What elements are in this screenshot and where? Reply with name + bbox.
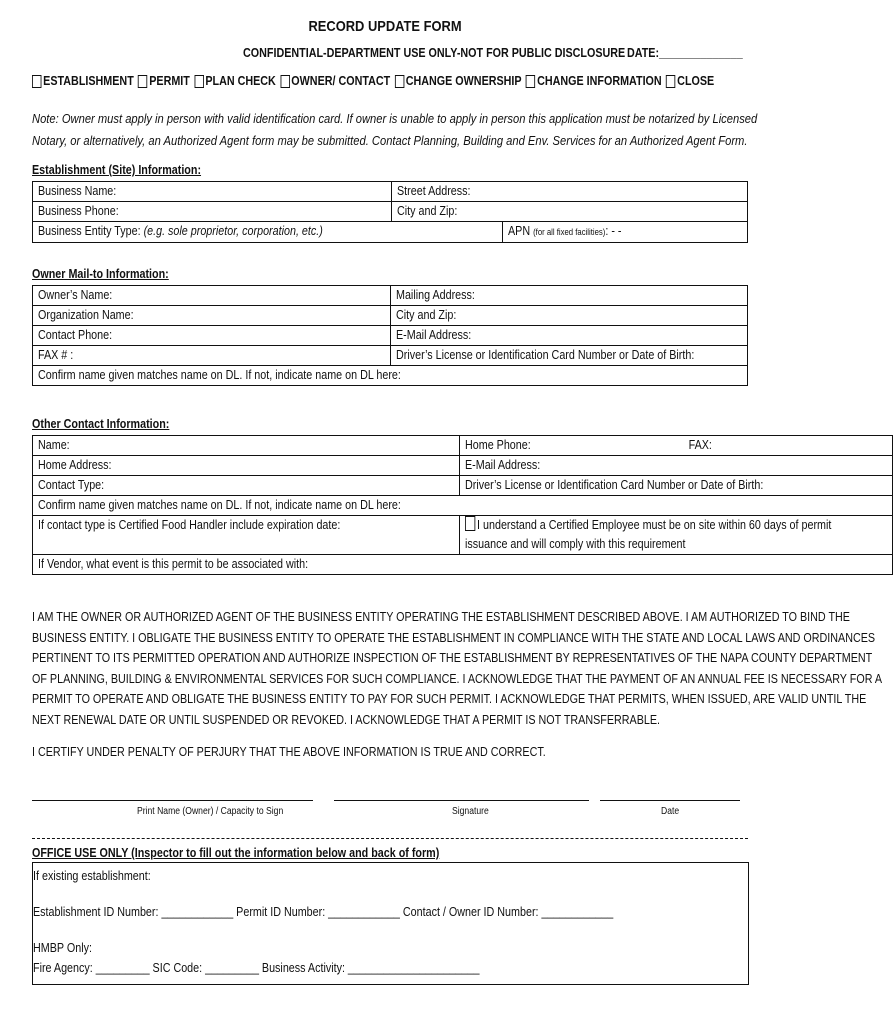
- site-city-zip-field[interactable]: City and Zip:: [391, 202, 747, 222]
- street-address-field[interactable]: Street Address:: [391, 182, 747, 202]
- apn-field[interactable]: APN (for all fixed facilities): - -: [503, 222, 748, 243]
- confidential-notice: CONFIDENTIAL-DEPARTMENT USE ONLY-NOT FOR PUBLIC DISCLOSURE: [243, 46, 626, 60]
- signature-line[interactable]: [334, 800, 589, 801]
- office-use-heading: OFFICE USE ONLY (Inspector to fill out the information below and back of form): [32, 846, 440, 860]
- existing-establishment-label: If existing establishment:: [33, 869, 151, 883]
- business-entity-type-field[interactable]: Business Entity Type: (e.g. sole proprietor, corporation, etc.): [33, 222, 503, 243]
- other-contact-heading: Other Contact Information:: [32, 417, 170, 431]
- print-name-line[interactable]: [32, 800, 313, 801]
- applicant-note: [32, 108, 763, 152]
- label-change-ownership: CHANGE OWNERSHIP: [405, 74, 522, 88]
- label-change-information: CHANGE INFORMATION: [537, 74, 662, 88]
- home-address-field[interactable]: Home Address:: [33, 456, 460, 476]
- checkbox-change-information[interactable]: [526, 75, 535, 88]
- food-handler-expiration-field[interactable]: If contact type is Certified Food Handler include expiration date:: [33, 516, 460, 555]
- checkbox-establishment[interactable]: [32, 75, 41, 88]
- establishment-table: [32, 181, 748, 243]
- id-numbers-fields[interactable]: Establishment ID Number: ____________ Permit ID Number: ____________ Contact / Owner ID Number: ____________: [33, 905, 614, 919]
- request-type-options: [32, 74, 714, 88]
- contact-type-field[interactable]: Contact Type:: [33, 476, 460, 496]
- owner-name-field[interactable]: Owner’s Name:: [33, 286, 391, 306]
- owner-dl-field[interactable]: Driver’s License or Identification Card Number or Date of Birth:: [391, 346, 748, 366]
- owner-heading: Owner Mail-to Information:: [32, 267, 169, 281]
- other-contact-table: [32, 435, 893, 575]
- cut-line-divider: [32, 838, 748, 839]
- label-close: CLOSE: [677, 74, 715, 88]
- note-line-2: Notary, or alternatively, an Authorized Agent form may be submitted. Contact Planning, Building and Env. Services for an Authorized Agent Form.: [32, 133, 748, 148]
- office-use-box: [32, 862, 749, 985]
- checkbox-plan-check[interactable]: [194, 75, 203, 88]
- establishment-heading: Establishment (Site) Information:: [32, 163, 202, 177]
- mailing-address-field[interactable]: Mailing Address:: [391, 286, 748, 306]
- checkbox-change-ownership[interactable]: [395, 75, 404, 88]
- date-label: Date: [661, 806, 680, 817]
- fire-sic-activity-fields[interactable]: Fire Agency: _________ SIC Code: _________ Business Activity: ______________________: [33, 961, 480, 975]
- form-title: RECORD UPDATE FORM: [308, 18, 462, 35]
- declaration-paragraph: I AM THE OWNER OR AUTHORIZED AGENT OF THE BUSINESS ENTITY OPERATING THE ESTABLISHMENT DESCRIBED ABOVE. I AM AUTHORIZED TO BIND THE BUSINESS ENTITY. I OBLIGATE THE BUSINESS ENTITY TO OPERATE THE ESTABLISHMENT IN COMPLIANCE WITH THE STATE AND LOCAL LAWS AND ORDINANCES PERTINENT TO ITS PERMITTED OPERATION AND AUTHORIZE INSPECTION OF THE ESTABLISHMENT BY REPRESENTATIVES OF THE NAPA COUNTY DEPARTMENT OF PLANNING, BUILDING & ENVIRONMENTAL SERVICES FOR SUCH COMPLIANCE. I ACKNOWLEDGE THAT THE PAYMENT OF AN ANNUAL FEE IS NECESSARY FOR A PERMIT TO OPERATE AND OBLIGATE THE BUSINESS ENTITY TO PAY FOR SUCH PERMIT. I ACKNOWLEDGE THAT PERMITS, WHEN ISSUED, ARE VALID UNTIL THE NEXT RENEWAL DATE OR UNTIL SUSPENDED OR REVOKED. I ACKNOWLEDGE THAT A PERMIT IS NOT TRANSFERRABLE.: [32, 610, 883, 727]
- print-name-label: Print Name (Owner) / Capacity to Sign: [137, 806, 284, 817]
- checkbox-permit[interactable]: [138, 75, 147, 88]
- label-permit: PERMIT: [149, 74, 190, 88]
- label-establishment: ESTABLISHMENT: [43, 74, 134, 88]
- date-field: DATE:______________: [627, 46, 743, 60]
- owner-email-field[interactable]: E-Mail Address:: [391, 326, 748, 346]
- signature-label: Signature: [452, 806, 489, 817]
- certified-employee-checkbox[interactable]: [465, 516, 475, 531]
- owner-fax-field[interactable]: FAX # :: [33, 346, 391, 366]
- certification-statement: I CERTIFY UNDER PENALTY OF PERJURY THAT THE ABOVE INFORMATION IS TRUE AND CORRECT.: [32, 745, 546, 759]
- owner-confirm-dl-field[interactable]: Confirm name given matches name on DL. If not, indicate name on DL here:: [33, 366, 748, 386]
- owner-table: [32, 285, 748, 386]
- certified-employee-acknowledgement[interactable]: I understand a Certified Employee must be on site within 60 days of permit issuance and will comply with this requirement: [460, 516, 892, 555]
- contact-dl-field[interactable]: Driver’s License or Identification Card Number or Date of Birth:: [460, 476, 892, 496]
- label-owner-contact: OWNER/ CONTACT: [291, 74, 391, 88]
- contact-confirm-dl-field[interactable]: Confirm name given matches name on DL. If not, indicate name on DL here:: [33, 496, 460, 516]
- checkbox-close[interactable]: [666, 75, 675, 88]
- label-plan-check: PLAN CHECK: [205, 74, 276, 88]
- contact-email-field[interactable]: E-Mail Address:: [460, 456, 892, 476]
- hmbp-label: HMBP Only:: [33, 941, 92, 955]
- vendor-event-field[interactable]: If Vendor, what event is this permit to be associated with:: [33, 555, 893, 575]
- home-phone-field[interactable]: Home Phone: FAX:: [460, 436, 892, 456]
- checkbox-owner-contact[interactable]: [280, 75, 289, 88]
- business-phone-field[interactable]: Business Phone:: [33, 202, 392, 222]
- note-line-1: Note: Owner must apply in person with valid identification card. If owner is unable to apply in person this application must be notarized by Licensed: [32, 111, 758, 126]
- contact-name-field[interactable]: Name:: [33, 436, 460, 456]
- contact-phone-field[interactable]: Contact Phone:: [33, 326, 391, 346]
- date-line[interactable]: [600, 800, 740, 801]
- business-name-field[interactable]: Business Name:: [33, 182, 392, 202]
- organization-name-field[interactable]: Organization Name:: [33, 306, 391, 326]
- owner-city-zip-field[interactable]: City and Zip:: [391, 306, 748, 326]
